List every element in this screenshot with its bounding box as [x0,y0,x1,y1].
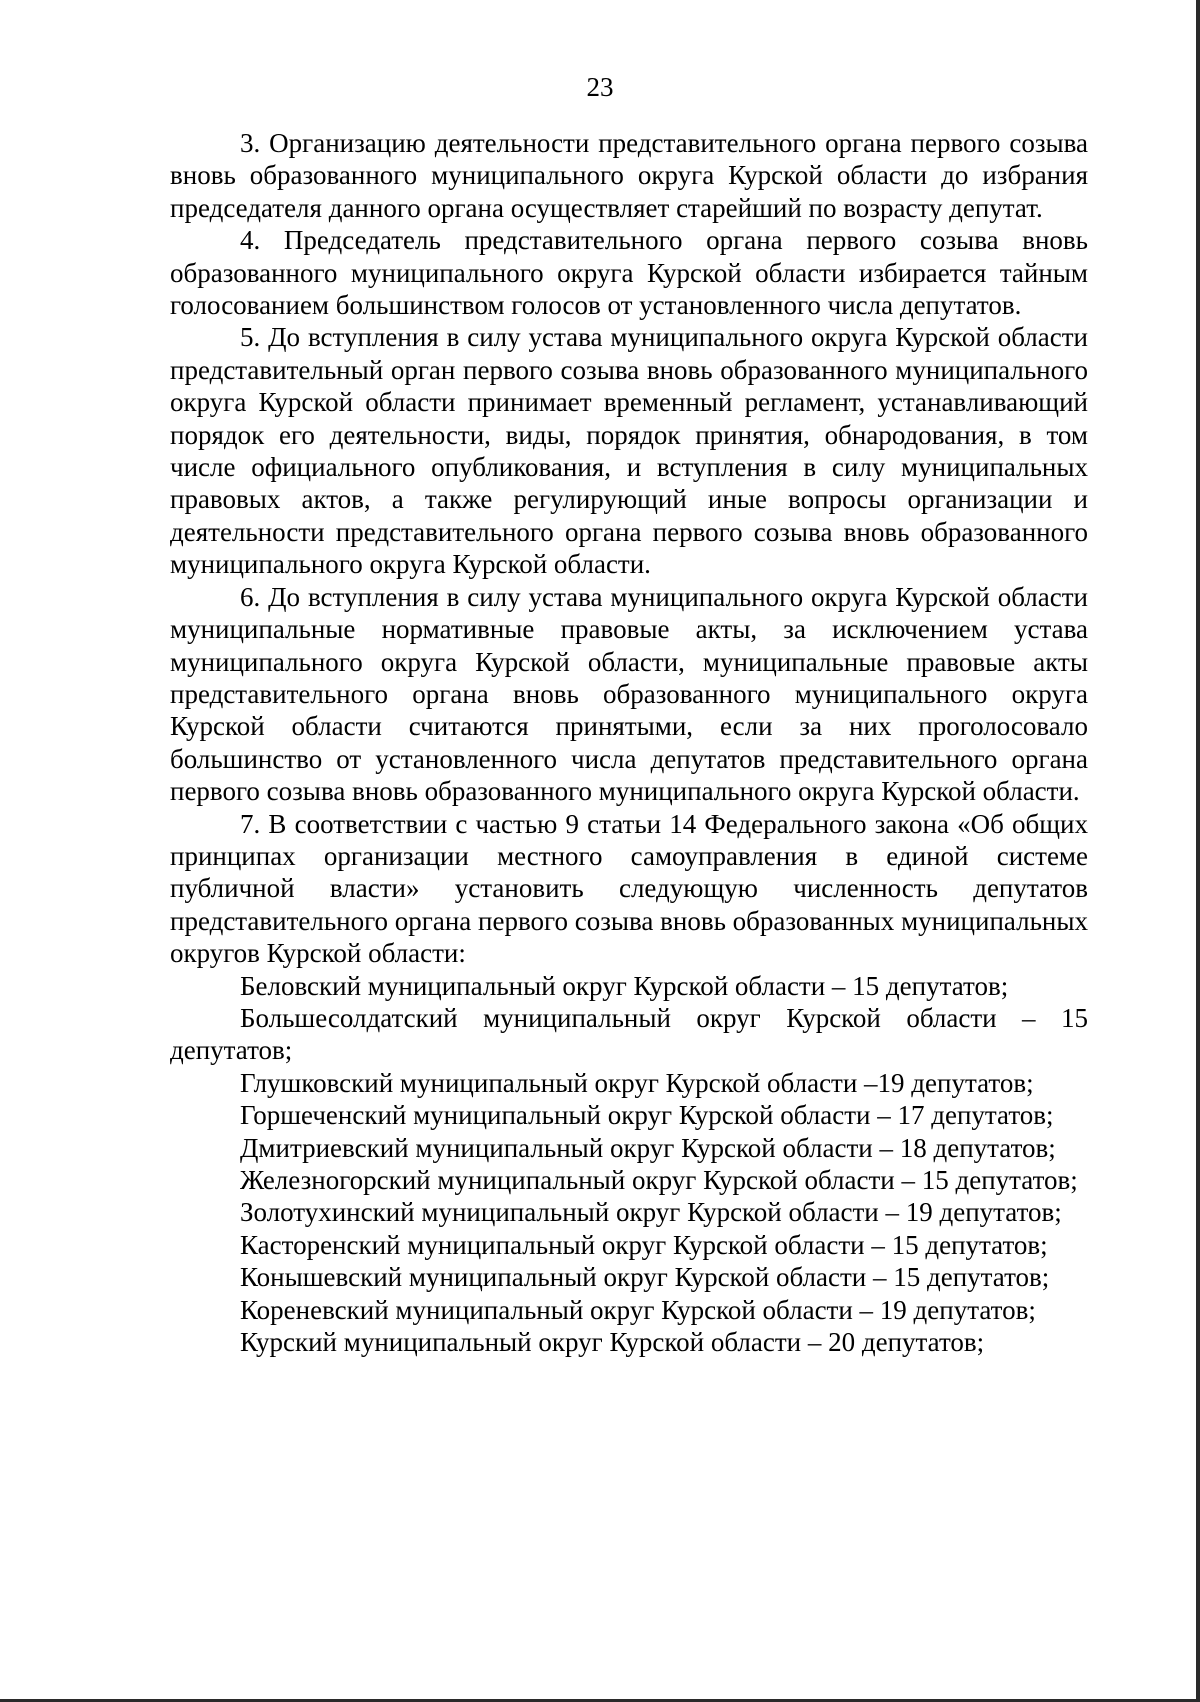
deputy-count-entry: Касторенский муниципальный округ Курской области – 15 депутатов; [240,1229,1048,1260]
deputy-count-entry: Кореневский муниципальный округ Курской области – 19 депутатов; [240,1294,1036,1325]
deputy-count-entry: Золотухинский муниципальный округ Курской области – 19 депутатов; [240,1197,1062,1228]
document-body [170,127,1088,1358]
paragraph-3: 3. Организацию деятельности представительного органа первого созыва вновь образованного муниципального округа Курской области до избрания председателя данного органа осуществляет старейший по возрасту депутат. [170,128,1088,223]
deputy-count-entry: Железногорский муниципальный округ Курской области – 15 депутатов; [240,1165,1078,1195]
deputy-count-entry: Курский муниципальный округ Курской области – 20 депутатов; [240,1327,985,1358]
paragraph-4: 4. Председатель представительного органа первого созыва вновь образованного муниципального округа Курской области избирается тайным голосованием большинством голосов от установленного числа депутатов. [170,225,1088,321]
page-number: 23 [586,72,614,102]
deputy-count-entry: Беловский муниципальный округ Курской области – 15 депутатов; [240,970,1009,1001]
deputy-count-entry: Глушковский муниципальный округ Курской области –19 депутатов; [240,1067,1034,1098]
deputy-count-entry: Конышевский муниципальный округ Курской области – 15 депутатов; [240,1262,1050,1293]
paragraph-5: 5. До вступления в силу устава муниципального округа Курской области представительный орган первого созыва вновь образованного муниципального округа Курской области принимает временный регламент, устанавливающий порядок его деятельности, виды, порядок принятия, обнародования, в том числе официального опубликования, и вступления в силу муниципальных правовых актов, а также регулирующий иные вопросы организации и деятельности представительного органа первого созыва вновь образованного муниципального округа Курской области. [170,322,1088,580]
paragraph-6: 6. До вступления в силу устава муниципального округа Курской области муниципальные нормативные правовые акты, за исключением устава муниципального округа Курской области, муниципальные правовые акты представительного органа вновь образованного муниципального округа Курской области считаются принятыми, если за них проголосовало большинство от установленного числа депутатов представительного органа первого созыва вновь образованного муниципального округа Курской области. [170,581,1088,807]
deputy-count-entry: Большесолдатский муниципальный округ Курской области – 15 депутатов; [170,1002,1088,1066]
deputy-count-entry: Дмитриевский муниципальный округ Курской области – 18 депутатов; [240,1132,1056,1163]
deputy-count-entry: Горшеченский муниципальный округ Курской области – 17 депутатов; [240,1100,1054,1131]
paragraph-7: 7. В соответствии с частью 9 статьи 14 Федерального закона «Об общих принципах организации местного самоуправления в единой системе публичной власти» установить следующую численность депутатов представительного органа первого созыва вновь образованных муниципальных округов Курской области: [170,808,1088,969]
scan-border-right [1196,0,1200,1702]
